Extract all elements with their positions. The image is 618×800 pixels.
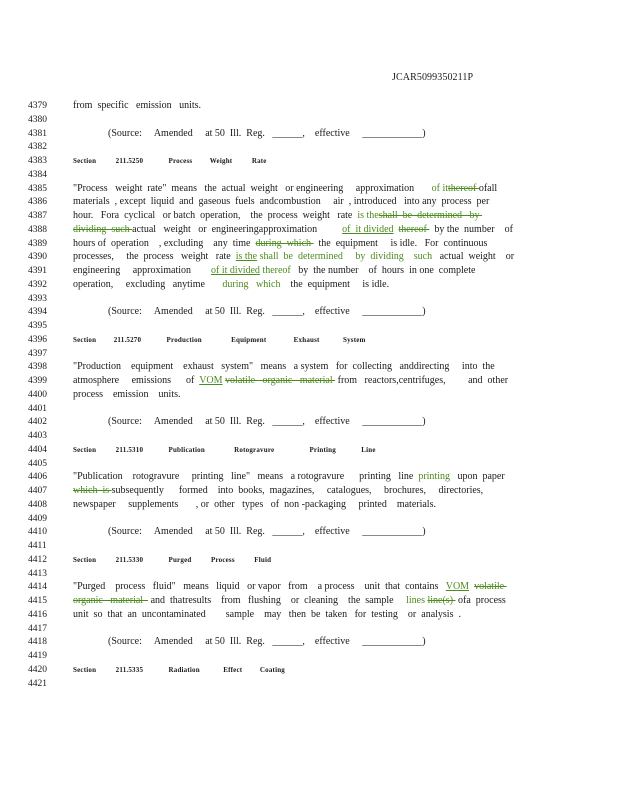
text-segment: unit so that an uncontaminated sample may then be taken for testing or analysis . — [73, 608, 461, 620]
text-segment: "Production equipment exhaust system" means a system for collecting anddirecting into the — [73, 361, 495, 373]
text-segment: ofall — [478, 182, 498, 194]
line-number: 4392 — [28, 279, 47, 290]
line-number: 4398 — [28, 362, 47, 373]
line-number: 4390 — [28, 252, 47, 263]
line-number: 4397 — [28, 348, 47, 359]
line-number: 4393 — [28, 293, 47, 304]
text-line — [73, 239, 525, 249]
line-number: 4396 — [28, 334, 47, 345]
text-segment: upon paper — [449, 471, 505, 483]
text-segment: (Source: Amended at 50 Ill. Reg. ______, effective ____________) — [108, 306, 426, 318]
highlighted-text: shall be determined by dividing such — [257, 251, 433, 263]
line-number: 4417 — [28, 623, 47, 634]
line-number: 4413 — [28, 568, 47, 579]
text-line — [73, 252, 525, 262]
text-segment: "Purged process fluid" means liquid or vapor from a process unit that contains — [73, 581, 446, 593]
deleted-text: during which — [255, 237, 314, 249]
text-line — [73, 596, 525, 606]
text-line — [73, 472, 525, 482]
text-line — [73, 266, 525, 276]
text-segment: from reactors,centrifuges, and other — [335, 375, 509, 386]
text-line — [73, 101, 525, 111]
section-heading — [73, 156, 525, 166]
source-note — [108, 637, 560, 647]
text-segment: ofa process — [455, 595, 506, 606]
text-segment: materials , except liquid and gaseous fuels andcombustion air , introduced into any process per — [73, 196, 490, 208]
line-number: 4381 — [28, 128, 47, 139]
line-number: 4408 — [28, 499, 47, 510]
text-segment: operation, excluding anytime — [73, 278, 223, 290]
text-segment: actual weight or — [432, 251, 515, 263]
text-line — [73, 184, 525, 194]
line-number: 4387 — [28, 211, 47, 221]
deleted-text: which is — [73, 485, 112, 496]
text-line — [73, 500, 525, 510]
line-number: 4416 — [28, 609, 47, 620]
highlighted-text: during which — [222, 278, 281, 290]
line-number: 4382 — [28, 142, 47, 153]
text-segment: processes, the process weight rate — [73, 251, 236, 263]
line-number: 4388 — [28, 224, 47, 235]
section-heading — [73, 665, 525, 675]
text-segment: the equipment is idle. — [280, 278, 390, 290]
highlighted-text: of it — [431, 182, 449, 194]
deleted-text: dividing such — [73, 223, 133, 235]
line-number: 4379 — [28, 101, 47, 111]
inserted-text: VOM — [445, 581, 470, 593]
highlighted-text: lines — [406, 595, 425, 606]
line-number: 4415 — [28, 596, 47, 606]
section-heading — [73, 335, 525, 345]
text-line — [73, 197, 525, 207]
text-segment: hours of operation , excluding any time — [73, 237, 256, 249]
line-number: 4419 — [28, 651, 47, 661]
document-id: JCAR5099350211P — [392, 72, 474, 83]
text-line — [73, 376, 525, 386]
text-line — [73, 280, 525, 290]
deleted-text: volatile — [474, 581, 507, 593]
line-number: 4402 — [28, 417, 47, 428]
source-note — [108, 417, 560, 427]
line-number: 4380 — [28, 114, 47, 125]
text-segment: from specific emission units. — [73, 100, 202, 111]
deleted-text: volatile organic material — [225, 375, 336, 386]
text-segment: (Source: Amended at 50 Ill. Reg. ______, effective ____________) — [108, 526, 426, 538]
line-number: 4384 — [28, 169, 47, 180]
line-number: 4411 — [28, 541, 47, 551]
line-number: 4418 — [28, 637, 47, 648]
text-segment: newspaper supplements , or other types of non -packaging printed materials. — [73, 498, 436, 510]
source-note — [108, 129, 560, 139]
inserted-text: VOM — [199, 375, 223, 386]
line-number: 4410 — [28, 527, 47, 538]
text-segment: by the number of — [429, 223, 513, 235]
text-segment: (Source: Amended at 50 Ill. Reg. ______, effective ____________) — [108, 127, 426, 139]
section-heading — [73, 445, 525, 455]
highlighted-text: printing — [418, 471, 450, 483]
text-segment: Section 211.5335 Radiation Effect Coating — [73, 665, 286, 674]
highlighted-text: is the — [357, 210, 379, 221]
text-line — [73, 390, 525, 400]
text-segment: by the number of hours in one complete — [290, 265, 476, 276]
line-number: 4403 — [28, 431, 47, 441]
line-number: 4420 — [28, 664, 47, 675]
text-segment: engineering approximation — [73, 265, 212, 276]
text-segment: atmosphere emissions of — [73, 375, 200, 386]
line-number: 4400 — [28, 389, 47, 400]
text-segment: (Source: Amended at 50 Ill. Reg. ______, effective ____________) — [108, 636, 426, 648]
deleted-text: thereof — [398, 223, 430, 235]
text-segment: Section 211.5270 Production Equipment Exhaust System — [73, 335, 366, 344]
deleted-text: shall be determined by — [378, 210, 483, 221]
text-segment: subsequently formed into books, magazines, catalogues, brochures, directories, — [111, 485, 484, 496]
line-number: 4404 — [28, 444, 47, 455]
text-segment: (Source: Amended at 50 Ill. Reg. ______, effective ____________) — [108, 416, 426, 428]
text-line — [73, 211, 525, 221]
line-number: 4409 — [28, 513, 47, 524]
inserted-text: is the — [235, 251, 258, 263]
line-number: 4412 — [28, 554, 47, 565]
text-segment: Section 211.5310 Publication Rotogravure Printing Line — [73, 445, 376, 454]
deleted-text: thereof — [448, 182, 479, 194]
text-segment: the equipment is idle. For continuous — [313, 237, 488, 249]
line-number: 4389 — [28, 238, 47, 249]
line-number: 4386 — [28, 197, 47, 208]
line-number: 4383 — [28, 156, 47, 166]
highlighted-text: thereof — [262, 265, 291, 276]
inserted-text: of it divided — [211, 265, 260, 276]
text-segment: Section 211.5250 Process Weight Rate — [73, 157, 267, 165]
line-number: 4394 — [28, 307, 47, 318]
deleted-text: line(s) — [427, 595, 456, 606]
text-segment: process emission units. — [73, 388, 181, 400]
line-number: 4406 — [28, 472, 47, 483]
text-line — [73, 582, 525, 592]
text-segment: "Process weight rate" means the actual weight or engineering approximation — [73, 182, 432, 194]
source-note — [108, 307, 560, 317]
text-segment: Section 211.5330 Purged Process Fluid — [73, 555, 272, 564]
text-line — [73, 610, 525, 620]
section-heading — [73, 555, 525, 565]
line-number: 4407 — [28, 486, 47, 496]
text-segment: hour. Fora cyclical or batch operation, the process weight rate — [73, 210, 358, 221]
line-number: 4391 — [28, 266, 47, 276]
text-segment: "Publication rotogravure printing line" means a rotogravure printing line — [73, 471, 419, 483]
text-line — [73, 362, 525, 372]
line-number: 4421 — [28, 678, 47, 689]
text-line — [73, 486, 525, 496]
line-number: 4405 — [28, 458, 47, 469]
text-segment: and thatresults from flushing or cleaning the sample — [148, 595, 407, 606]
line-number: 4414 — [28, 582, 47, 593]
line-number: 4401 — [28, 403, 47, 414]
inserted-text: of it divided — [342, 223, 394, 235]
line-number: 4399 — [28, 376, 47, 386]
text-segment: actual weight or engineeringapproximation — [132, 223, 343, 235]
text-line — [73, 225, 525, 235]
source-note — [108, 527, 560, 537]
deleted-text: organic material — [73, 595, 149, 606]
line-number: 4385 — [28, 183, 47, 194]
line-number: 4395 — [28, 321, 47, 331]
